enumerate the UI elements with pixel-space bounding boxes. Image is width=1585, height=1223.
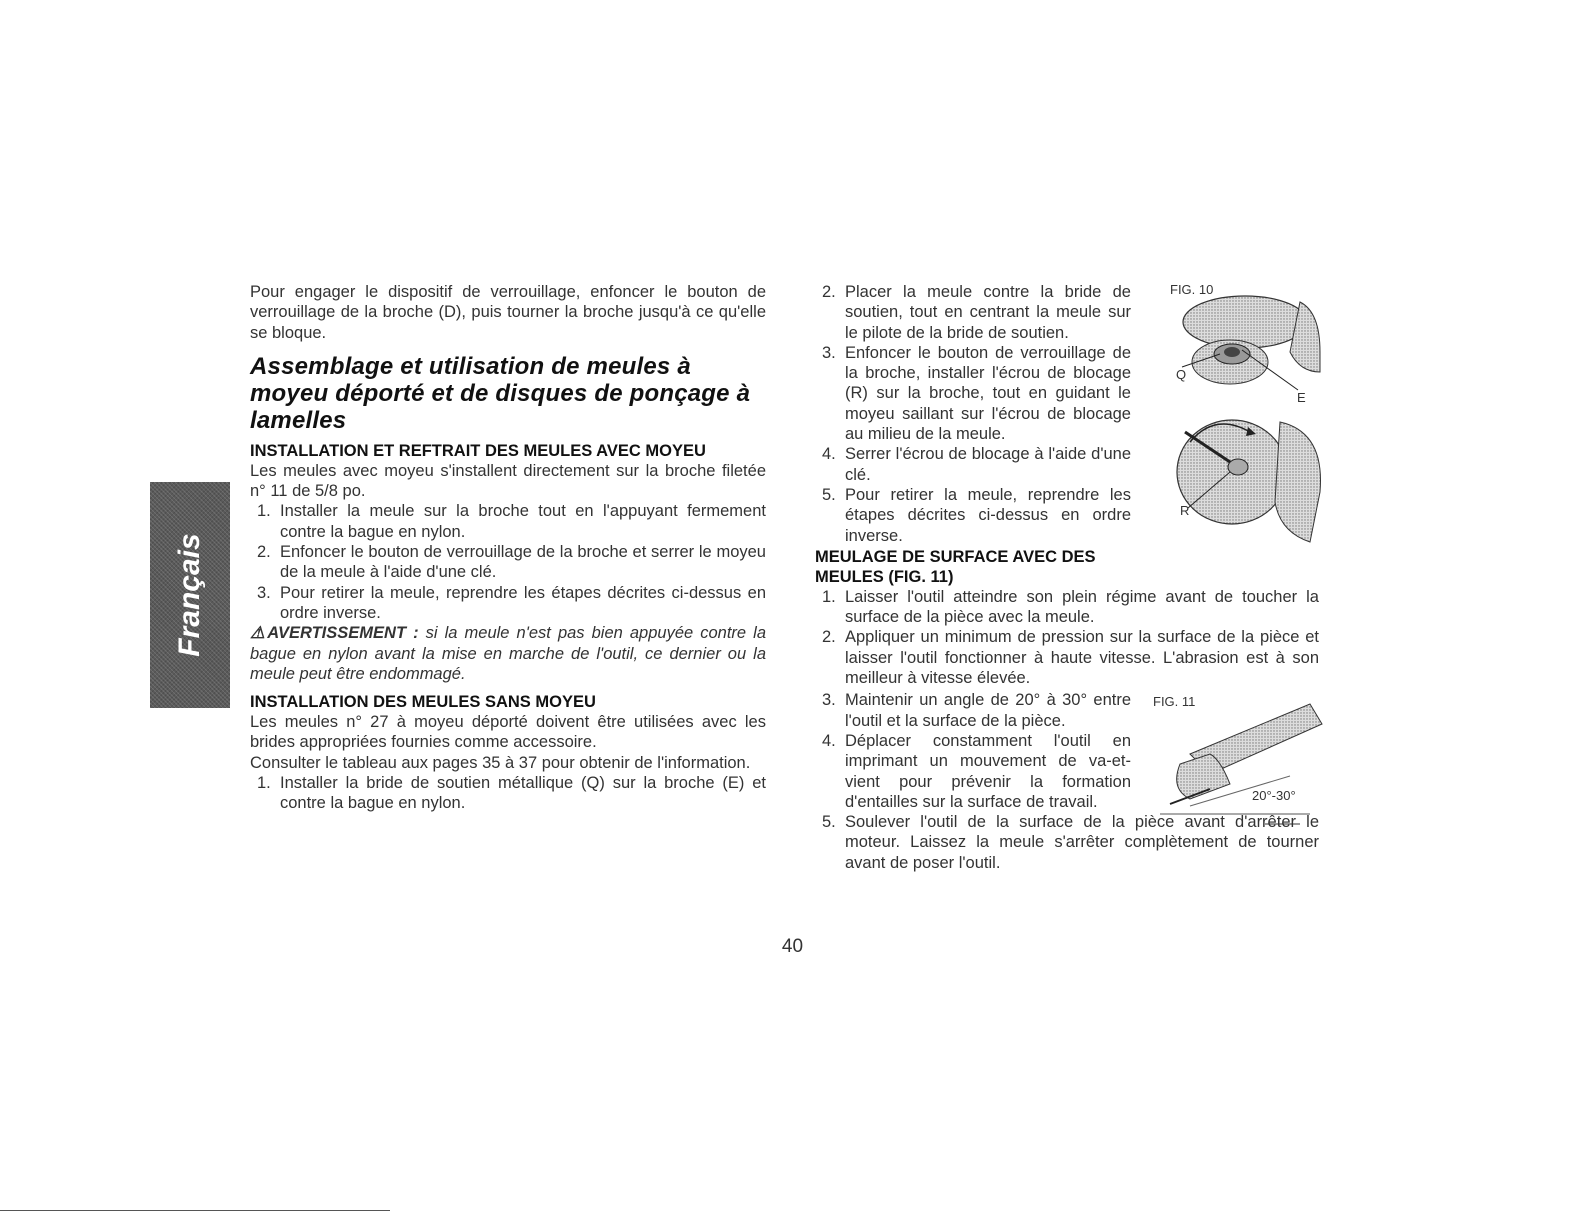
- list-item: 1. Installer la bride de soutien métallique (Q) sur la broche (E) et contre la bague en nylon.: [257, 774, 766, 813]
- list-item: 1. Laisser l'outil atteindre son plein régime avant de toucher la surface de la pièce avec la meule.: [822, 587, 1319, 627]
- grinder-angle-drawing: [1160, 704, 1322, 824]
- heading-hub-wheels: INSTALLATION ET REFTRAIT DES MEULES AVEC MOYEU: [250, 441, 706, 460]
- left-column: [250, 282, 766, 814]
- hub-wheels-intro: Les meules avec moyeu s'installent directement sur la broche filetée n° 11 de 5/8 po.: [250, 461, 766, 501]
- fig-10-r: R: [1180, 503, 1190, 518]
- fig-10: [1160, 282, 1330, 562]
- list-item: 4. Déplacer constamment l'outil en imprimant un mouvement de va-et-vient pour prévenir la formation d'entailles sur la surface de travail.: [822, 731, 1131, 811]
- surface-grinding-steps-narrow: [815, 690, 1131, 812]
- intro-paragraph: Pour engager le dispositif de verrouillage, enfoncer le bouton de verrouillage de la broche (D), puis tourner la broche jusqu'à ce qu'elle se bloque.: [250, 283, 766, 342]
- fig-11-illustration: [1150, 694, 1325, 826]
- list-item: 3. Pour retirer la meule, reprendre les étapes décrites ci-dessus en ordre inverse.: [257, 583, 766, 622]
- list-item: 3. Maintenir un angle de 20° à 30° entre l'outil et la surface de la pièce.: [822, 691, 1131, 730]
- fig-10-illustration: [1160, 282, 1330, 562]
- language-tab-label: Français: [173, 533, 206, 657]
- fig-10-q: Q: [1176, 367, 1187, 382]
- list-item: 3. Enfoncer le bouton de verrouillage de la broche, installer l'écrou de blocage (R) sur la broche, tout en guidant le moyeu saillant sur l'écrou de blocage au milieu de la meule.: [822, 343, 1131, 444]
- list-item: 4. Serrer l'écrou de blocage à l'aide d'une clé.: [822, 445, 1131, 484]
- fig-10-e: E: [1297, 390, 1306, 405]
- hubless-steps-continued: [815, 282, 1131, 546]
- warning-paragraph: [250, 623, 766, 684]
- hub-wheels-steps: [250, 501, 766, 623]
- bottom-rule: [0, 1210, 390, 1211]
- lock-nut-drawing: [1177, 420, 1321, 542]
- list-item: 5. Pour retirer la meule, reprendre les étapes décrites ci-dessus en ordre inverse.: [822, 485, 1131, 545]
- fig-11-angle: 20°-30°: [1252, 788, 1296, 803]
- list-item: 2. Placer la meule contre la bride de soutien, tout en centrant la meule sur le pilote de la bride de soutien.: [822, 283, 1131, 342]
- list-item: 2. Enfoncer le bouton de verrouillage de la broche et serrer le moyeu de la meule à l'aide d'une clé.: [257, 543, 766, 582]
- list-item: 2. Appliquer un minimum de pression sur la surface de la pièce et laisser l'outil fonctionner à haute vitesse. L'abrasion est à son meilleur à vitesse élevée.: [822, 628, 1319, 688]
- section-title: Assemblage et utilisation de meules à moyeu déporté et de disques de ponçage à lamelles: [250, 352, 751, 434]
- page-number: 40: [781, 936, 804, 957]
- list-item: 5. Soulever l'outil de la surface de la pièce avant d'arrêter le moteur. Laissez la meule s'arrêter complètement de tourner avant de poser l'outil.: [822, 813, 1319, 872]
- warning-text: si la meule n'est pas bien appuyée contre la bague en nylon avant la mise en marche de l'outil, ce dernier ou la meule peut être endommagé.: [250, 624, 766, 683]
- fig-11: [1150, 694, 1325, 826]
- hubless-intro-2: Consulter le tableau aux pages 35 à 37 pour obtenir de l'information.: [250, 753, 751, 772]
- fig-11-label: FIG. 11: [1153, 694, 1196, 709]
- hubless-intro-1: Les meules n° 27 à moyeu déporté doivent être utilisées avec les brides appropriées fournies comme accessoire.: [250, 713, 766, 752]
- fig-10-label: FIG. 10: [1170, 282, 1214, 297]
- heading-hubless-wheels: INSTALLATION DES MEULES SANS MOYEU: [250, 693, 596, 712]
- hubless-steps: [250, 773, 766, 814]
- warning-label: AVERTISSEMENT :: [267, 624, 419, 643]
- warning-icon: ⚠: [250, 624, 268, 643]
- surface-grinding-steps: [815, 587, 1319, 688]
- language-tab: [150, 482, 230, 708]
- list-item: 1. Installer la meule sur la broche tout en l'appuyant fermement contre la bague en nylon.: [257, 502, 766, 541]
- flange-drawing: [1182, 296, 1320, 390]
- heading-surface-grinding: MEULAGE DE SURFACE AVEC DES MEULES (FIG. 11): [815, 547, 1096, 586]
